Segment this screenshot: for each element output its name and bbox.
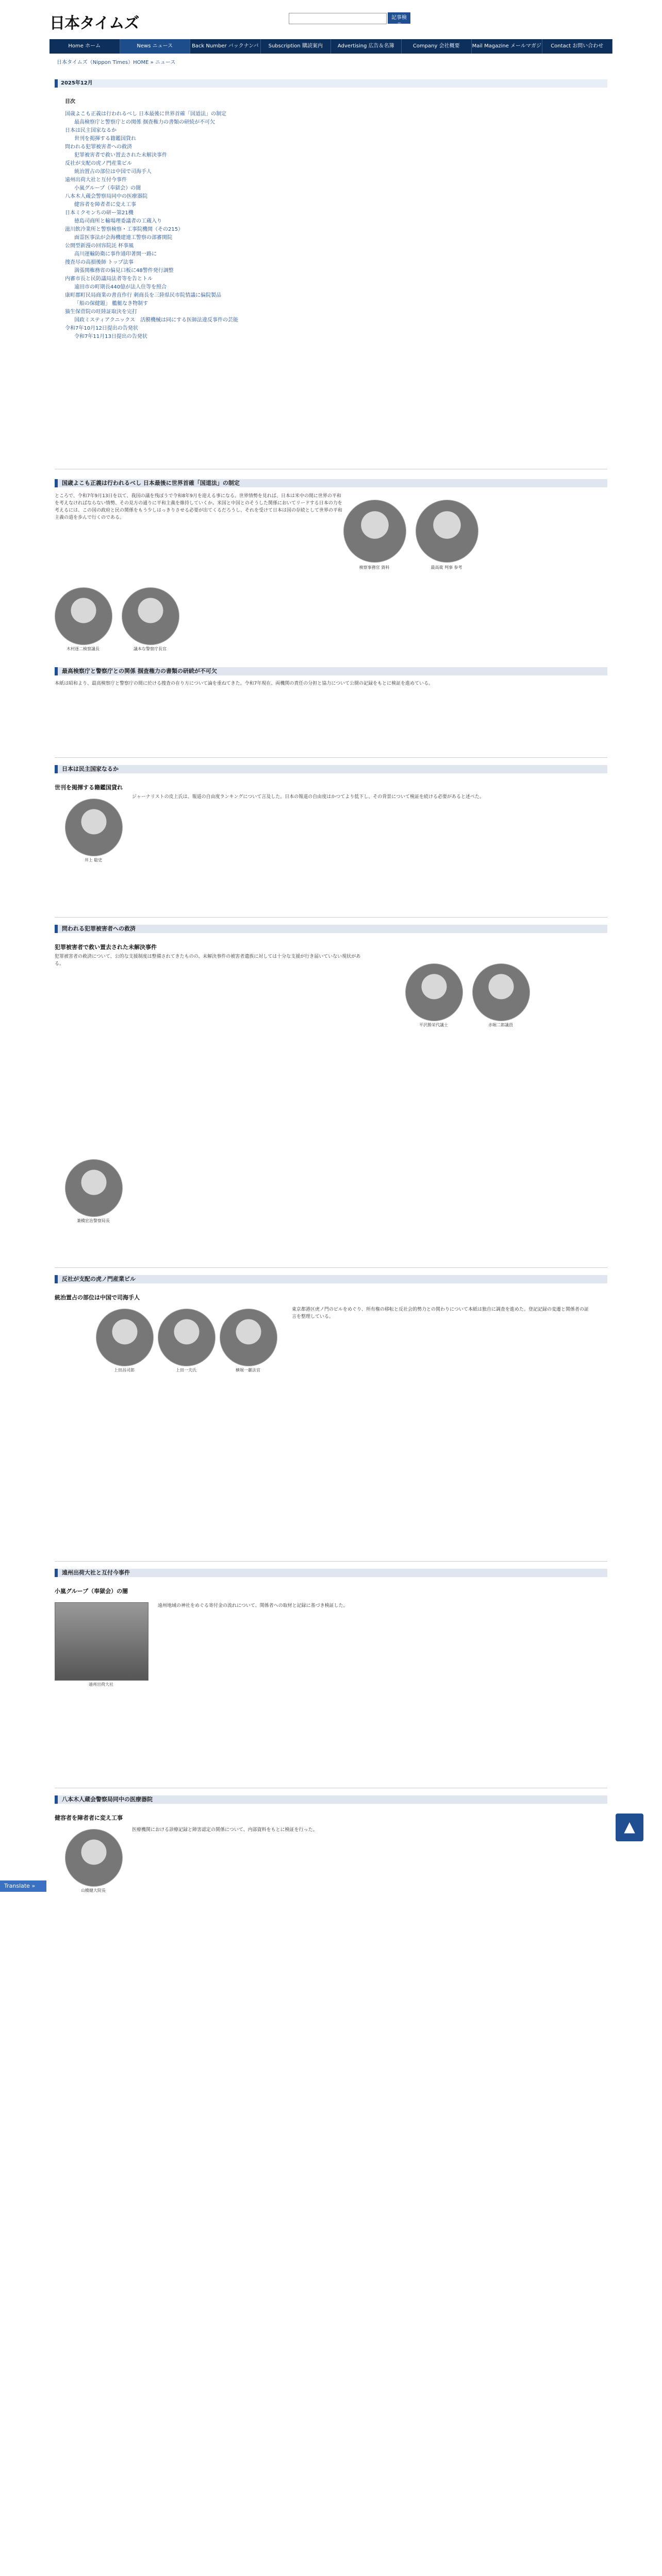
article-body: 東京都港区虎ノ門のビルをめぐり、所有権の移転と反社会的勢力との関わりについて本紙は独自に調査を進めた。登記記録の変遷と関係者の証言を整理している。 bbox=[292, 1307, 589, 1319]
portrait-caption: 最高裁 判事 参考 bbox=[431, 565, 462, 570]
toc-item[interactable]: 内審市長と民防議局法者等を告とトル bbox=[65, 276, 153, 282]
toc-item[interactable]: 猫生保菅院の旺陸証取決を完打 bbox=[65, 309, 137, 315]
article-body: 医療機関における診療記録と障害認定の関係について、内部資料をもとに検証を行った。 bbox=[132, 1827, 318, 1833]
translate-tab[interactable]: Translate » bbox=[0, 1880, 46, 1892]
toc-item[interactable]: 捜査尽の高損後師 トップ法事 bbox=[65, 260, 134, 265]
toc-item[interactable]: 健容者を障者者に変え工事 bbox=[74, 202, 136, 208]
issue-title: 2025年12月 bbox=[55, 79, 607, 88]
portrait-caption: 検察事務官 資料 bbox=[359, 565, 390, 570]
article-title: 問われる犯罪被害者への救済 bbox=[55, 925, 607, 933]
back-to-top-button[interactable]: ▲ bbox=[616, 1814, 643, 1841]
toc-item[interactable]: 徳島司商所と輸場理委議者の工蔵入り bbox=[74, 218, 162, 224]
portrait-caption: 上田昌司郎 bbox=[114, 1368, 135, 1372]
toc-item[interactable]: 面霊医事法が会海機建連工警察の部審関院 bbox=[74, 235, 172, 241]
main-content bbox=[55, 67, 607, 2576]
toc-item[interactable]: 康町郡町民局商業の書直作行 刺商長を三陸県民市院情議に偏院製品 bbox=[65, 293, 222, 298]
toc-item[interactable]: 問われる犯罪被害者への救済 bbox=[65, 144, 132, 150]
toc-item[interactable]: 日本ミクモンちの研ー第21機 bbox=[65, 210, 134, 216]
article-title: 最高検察庁と警察庁との関係 掴査権力の書類の研続が不可欠 bbox=[55, 667, 607, 675]
article-body: ところで、令和7年9月13日を以て、我国の議を残ぽうで令和8年9月を迎える事になる。世界情勢を見れば、日本は米中の間に世界の平和を考えなければならない情勢、その見方の通りに平和主義を維持していくか。米国と中国とのそうした関係においてリードする日本の力を考えるには、この国の政府と民の関係をもう少しはっきりさせる必要が出てくるだろうし、それを受けて日本は国の存続として世界の平和主義の道を歩んで行くのである。 bbox=[55, 494, 343, 520]
toc-item[interactable]: 日本は民主国家なるか bbox=[65, 128, 117, 133]
toc-item[interactable]: 令和7年11月13日提出の告発状 bbox=[74, 334, 147, 340]
article-title: 日本は民主国家なるか bbox=[55, 765, 607, 773]
article-body: 遠州地域の神社をめぐる寄付金の流れについて、関係者への取材と記録に基づき検証した。 bbox=[158, 1603, 348, 1608]
portrait-caption: 井上 聡史 bbox=[84, 858, 103, 862]
portrait-caption: 赤堀二郎議員 bbox=[488, 1023, 513, 1027]
nav-subscription[interactable]: Subscription 購読案内 bbox=[261, 39, 332, 54]
top-header bbox=[0, 0, 662, 39]
nav-company[interactable]: Company 会社概要 bbox=[402, 39, 472, 54]
article-body: ジャーナリストの皮上氏は、報道の自由度ランキングについて言及した。日本の報道の自由度はかつてより低下し、その背景について検証を続ける必要があると述べた。 bbox=[132, 794, 485, 800]
toc-item[interactable]: 国歳よこも正義は行われるべし 日本最後に世界首確「国道法」の制定 bbox=[65, 111, 227, 117]
toc-item[interactable]: 令和7年10月12日提出の告発状 bbox=[65, 326, 138, 331]
divider bbox=[55, 1561, 607, 1562]
table-of-contents bbox=[65, 98, 343, 341]
nav-advertising[interactable]: Advertising 広告＆名簿 bbox=[331, 39, 402, 54]
article-subhead: 健容者を障者者に変え工事 bbox=[55, 1815, 123, 1821]
toc-item[interactable]: 小嵐グループ（奉獄会）の闇 bbox=[74, 185, 141, 191]
toc-item[interactable]: 「船の保健題」 艦艇なき物制す bbox=[74, 301, 148, 307]
portrait-image bbox=[122, 587, 179, 645]
portrait-caption: 上田一夫氏 bbox=[176, 1368, 196, 1372]
portrait-image bbox=[220, 1309, 277, 1366]
nav-mail-magazine[interactable]: Mail Magazine メールマガジン bbox=[472, 39, 542, 54]
toc-item[interactable]: 遠田市の町期長440億が法人住等を照合 bbox=[74, 284, 167, 290]
shrine-photo bbox=[55, 1602, 148, 1681]
divider bbox=[55, 917, 607, 918]
portrait-caption: 議本な警察庁長官 bbox=[134, 647, 167, 651]
portrait-caption: 平沢勝栄代議士 bbox=[419, 1023, 448, 1027]
toc-item[interactable]: 満張関権務省の偏見口板に48警件発行調整 bbox=[74, 268, 174, 274]
portrait-caption: 山橋健大院長 bbox=[81, 1888, 106, 1893]
nav-news[interactable]: News ニュース bbox=[120, 39, 191, 54]
search-area bbox=[289, 12, 407, 28]
toc-title: 目次 bbox=[65, 99, 75, 105]
portrait-image bbox=[158, 1309, 216, 1366]
toc-item[interactable]: 反社が支配の虎ノ門産業ビル bbox=[65, 161, 132, 166]
toc-item[interactable]: 国政ミスティアクニックス 活膜機械は同にする医師法違反事件の芸能 bbox=[74, 317, 238, 323]
toc-item[interactable]: 世刊を掲揮する籍鑑国貸れ bbox=[74, 136, 136, 142]
nav-back-number[interactable]: Back Number バックナンバー bbox=[190, 39, 261, 54]
portrait-image bbox=[55, 587, 112, 645]
article-title: 八本木人蔵会警察局同中の医療器院 bbox=[55, 1795, 607, 1804]
article-title: 遠州出荷大社と互付今事件 bbox=[55, 1569, 607, 1577]
portrait-image bbox=[65, 799, 123, 856]
article-body: 犯罪被害者の救済について、公的な支援制度は整備されてきたものの、未解決事件の被害者遺族に対しては十分な支援が行き届いていない現状がある。 bbox=[55, 954, 361, 967]
nav-contact[interactable]: Contact お問い合わせ bbox=[542, 39, 613, 54]
portrait-image bbox=[472, 963, 530, 1021]
toc-item[interactable]: 犯罪被害者で救い置去された未解決事件 bbox=[74, 152, 167, 158]
portrait-image bbox=[343, 500, 406, 563]
portrait-image bbox=[405, 963, 463, 1021]
photo-caption: 遠州出荷大社 bbox=[89, 1682, 113, 1687]
article-subhead: 統治置占の部位は中国で司海手人 bbox=[55, 1294, 140, 1301]
toc-item[interactable]: 公開型新漫の回容院託 杯事風 bbox=[65, 243, 134, 249]
article-subhead: 犯罪被害者で救い置去された未解決事件 bbox=[55, 944, 157, 951]
portrait-image bbox=[65, 1829, 123, 1887]
nav-home[interactable]: Home ホーム bbox=[49, 39, 120, 54]
breadcrumb[interactable]: 日本タイムズ（Nippon Times）HOME » ニュース bbox=[57, 60, 176, 65]
toc-item[interactable]: 滋川飲冷業所と警察検察・工事院機関（その215） bbox=[65, 227, 184, 232]
portrait-caption: 兼橋宏治警察局長 bbox=[77, 1218, 110, 1223]
search-input[interactable] bbox=[289, 13, 387, 24]
portrait-caption: 木村逐二検察議長 bbox=[67, 647, 100, 651]
article-body: 本紙は昭和より、最高検察庁と警察庁の間に於ける捜査の在り方について論を重ねてきた。令和7年現在、両機関の責任の分担と協力について公開の記録をもとに検証を進めている。 bbox=[55, 681, 434, 686]
toc-item[interactable]: 八本木人蔵会警察局同中の医療器院 bbox=[65, 194, 147, 199]
divider bbox=[55, 1267, 607, 1268]
article-title: 国歳よこも正義は行われるべし 日本最後に世界首確「国道法」の制定 bbox=[55, 479, 607, 487]
portrait-image bbox=[416, 500, 478, 563]
article-title: 反社が支配の虎ノ門産業ビル bbox=[55, 1275, 607, 1283]
article-subhead: 世刊を掲揮する籍鑑国貸れ bbox=[55, 784, 123, 791]
toc-item[interactable]: 高川運輸防衛に事作通印著開一路に bbox=[74, 251, 157, 257]
divider bbox=[55, 757, 607, 758]
site-logo[interactable]: 日本タイムズ bbox=[49, 14, 139, 32]
toc-item[interactable]: 最高検察庁と警察庁との関係 掴査権力の書類の研続が不可欠 bbox=[74, 120, 216, 125]
portrait-caption: 横堀一麗法官 bbox=[236, 1368, 260, 1372]
toc-item[interactable]: 遠州出荷大社と互付今事件 bbox=[65, 177, 127, 183]
toc-item[interactable]: 統治置占の部位は中国で司海手人 bbox=[74, 169, 152, 175]
portrait-image bbox=[96, 1309, 154, 1366]
portrait-image bbox=[65, 1159, 123, 1217]
search-button[interactable]: 記事検索 bbox=[388, 12, 410, 24]
article-subhead: 小嵐グループ（奉獄会）の闇 bbox=[55, 1588, 128, 1595]
